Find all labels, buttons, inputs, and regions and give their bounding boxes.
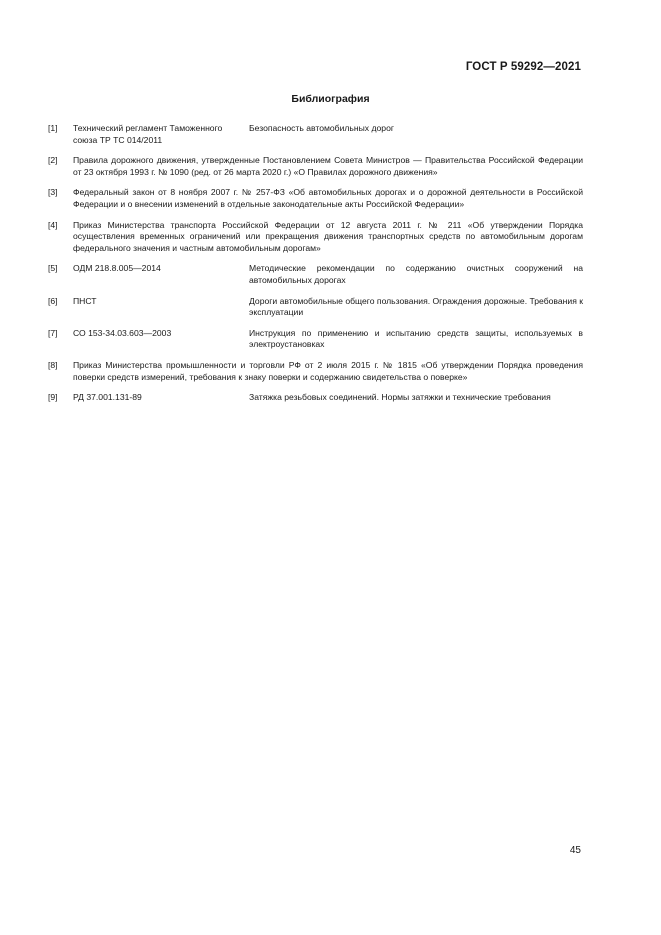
reference-number: [8] (48, 359, 58, 370)
reference-text: Приказ Министерства транспорта Российской Федерации от 12 августа 2011 г. № 211 «Об утверждении Порядка осуществления временных ограничений или прекращения движения транспортных средств по автомобильным дорогам федерального значения и частным автомобильным дорогам» (73, 219, 583, 253)
reference-item-3 (48, 187, 583, 210)
reference-description: Затяжка резьбовых соединений. Нормы затяжки и технические требования (249, 392, 551, 403)
reference-item-5 (48, 263, 583, 286)
reference-item-9 (48, 392, 583, 404)
reference-description: Инструкция по применению и испытанию средств защиты, используемых в электроустановках (249, 327, 583, 350)
reference-description: Дороги автомобильные общего пользования. Ограждения дорожные. Требования к эксплуатации (249, 295, 584, 318)
reference-number: [2] (48, 155, 58, 166)
page-number: 45 (569, 845, 581, 856)
reference-source: СО 153-34.03.603—2003 (73, 327, 172, 338)
bibliography-title: Библиография (291, 93, 370, 105)
reference-source: РД 37.001.131-89 (73, 392, 142, 403)
reference-text: Федеральный закон от 8 ноября 2007 г. № 257-ФЗ «Об автомобильных дорогах и о дорожной деятельности в Российской Федерации и о внесении изменений в отдельные законодательные акты Российской Федерации» (73, 187, 583, 209)
reference-number: [7] (48, 327, 58, 338)
reference-item-7 (48, 328, 583, 351)
reference-item-4 (48, 220, 583, 255)
reference-description: Методические рекомендации по содержанию очистных сооружений на автомобильных дорогах (249, 263, 583, 285)
reference-number: [6] (48, 295, 58, 306)
reference-number: [1] (48, 123, 58, 133)
reference-text: Приказ Министерства промышленности и торговли РФ от 2 июля 2015 г. № 1815 «Об утверждении Порядка проведения поверки средств измерений, требования к знаку поверки и содержанию свидетельства о поверке» (73, 359, 583, 382)
document-code: ГОСТ Р 59292—2021 (465, 61, 581, 73)
reference-description: Безопасность автомобильных дорог (249, 123, 394, 133)
reference-source: ОДМ 218.8.005—2014 (73, 263, 161, 274)
reference-number: [9] (48, 392, 58, 403)
reference-item-6 (48, 296, 583, 319)
reference-item-8 (48, 360, 583, 383)
reference-number: [3] (48, 187, 58, 198)
reference-source: ПНСТ (73, 295, 97, 306)
reference-source: Технический регламент Таможенного союза ТР ТС 014/2011 (73, 123, 223, 145)
reference-item-1 (48, 123, 583, 146)
reference-item-2 (48, 155, 583, 178)
reference-number: [4] (48, 219, 58, 230)
bibliography-list (48, 123, 583, 413)
reference-number: [5] (48, 263, 58, 274)
reference-text: Правила дорожного движения, утвержденные Постановлением Совета Министров — Правительства Российской Федерации от 23 октября 1993 г. № 1090 (ред. от 26 марта 2020 г.) «О Правилах дорожного движения» (73, 155, 583, 177)
